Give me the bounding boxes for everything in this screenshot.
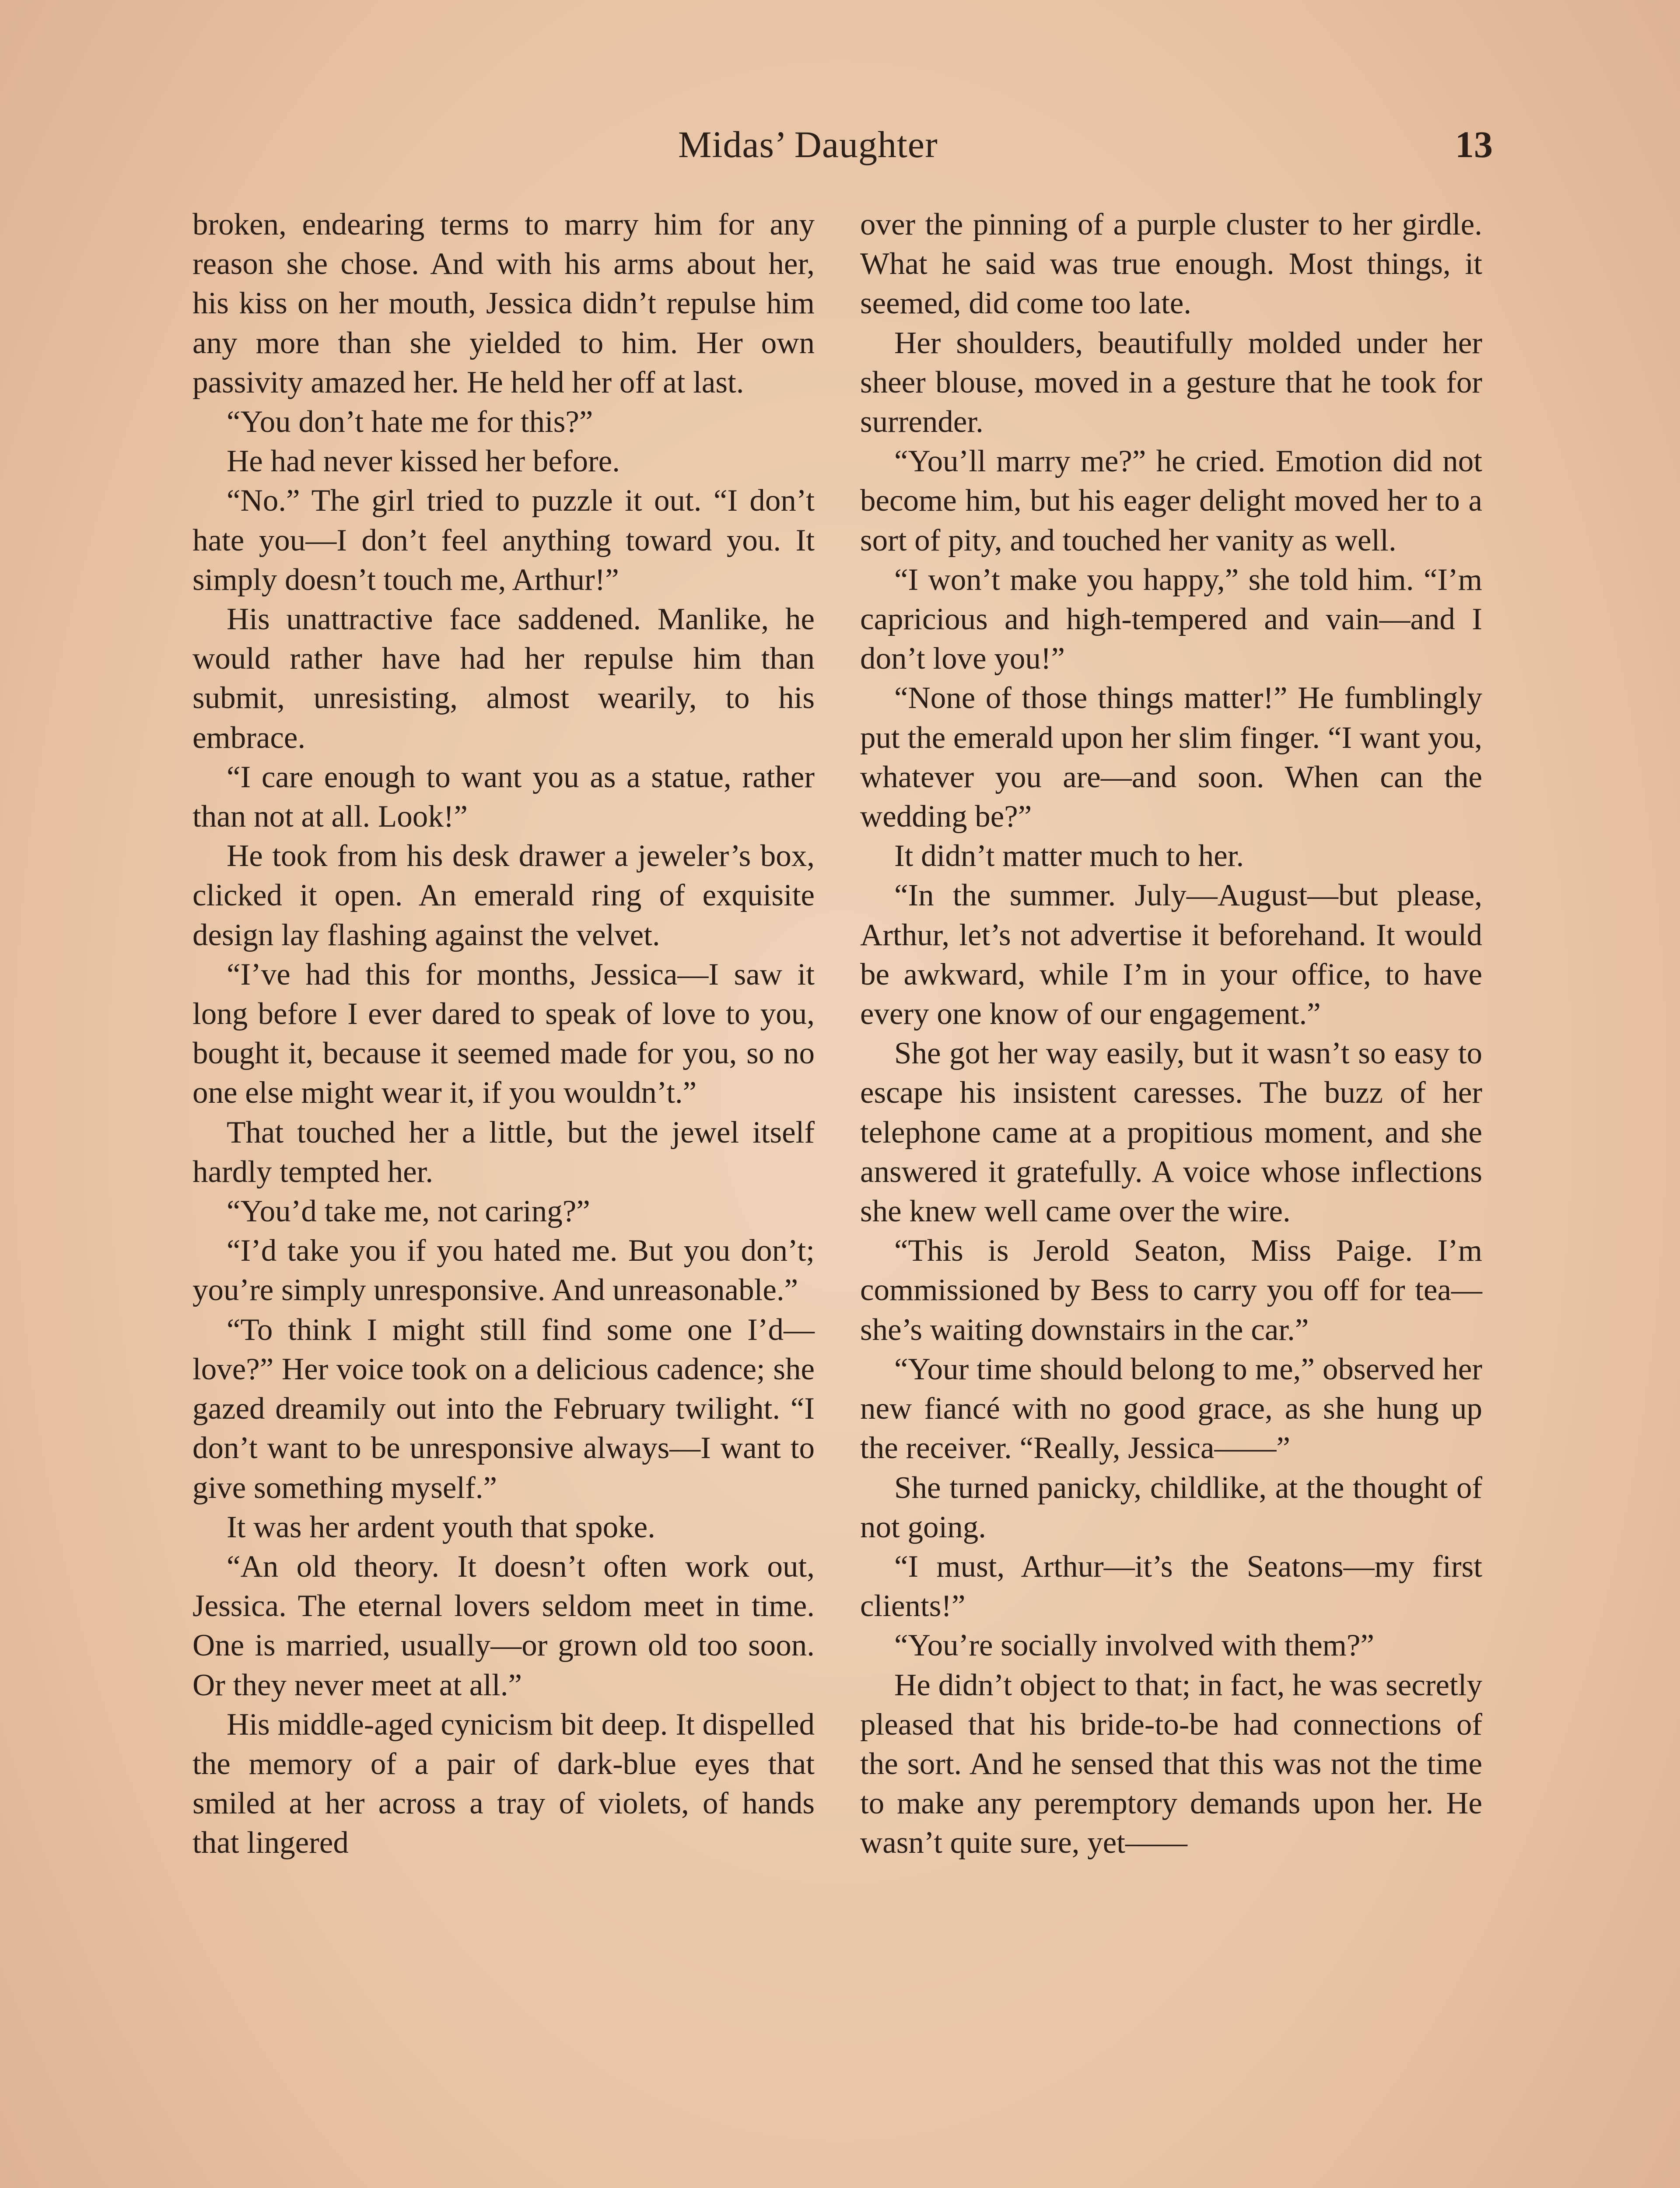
paragraph: It didn’t matter much to her. — [894, 839, 1244, 873]
paragraph: “I must, Arthur—it’s the Seatons—my first clients!” — [860, 1549, 1482, 1623]
paragraph: “You don’t hate me for this?” — [227, 405, 593, 439]
paragraph: “I won’t make you happy,” she told him. “I’m capricious and high-tempered and vain—and I don’t love you!” — [860, 562, 1482, 676]
paragraph: “You’d take me, not caring?” — [227, 1194, 590, 1229]
paragraph: “To think I might still find some one I’d—love?” Her voice took on a delicious cadence; she gazed dreamily out into the February twilight. “I don’t want to be unresponsive always—I want to give something myself.” — [192, 1312, 815, 1505]
right-column — [860, 205, 1482, 1863]
paragraph: That touched her a little, but the jewel itself hardly tempted her. — [192, 1115, 815, 1189]
page-number: 13 — [1455, 123, 1493, 165]
paragraph: broken, endearing terms to marry him for any reason she chose. And with his arms about her, his kiss on her mouth, Jessica didn’t repulse him any more than she yielded to him. Her own passivity amazed her. He held her off at last. — [192, 207, 815, 400]
paragraph: He had never kissed her before. — [227, 444, 620, 479]
paragraph: “I’ve had this for months, Jessica—I saw it long before I ever dared to speak of love to you, bought it, because it seemed made for you, so no one else might wear it, if you wouldn’t.” — [192, 957, 815, 1110]
paragraph: “You’re socially involved with them?” — [894, 1628, 1374, 1663]
paragraph: She got her way easily, but it wasn’t so easy to escape his insistent caresses. The buzz of her telephone came at a propitious moment, and she answered it gratefully. A voice whose inflections she knew well came over the wire. — [860, 1036, 1482, 1229]
left-column — [192, 205, 815, 1863]
paragraph: “I care enough to want you as a statue, rather than not at all. Look!” — [192, 760, 815, 834]
paragraph: It was her ardent youth that spoke. — [227, 1510, 655, 1544]
paragraph: “An old theory. It doesn’t often work out, Jessica. The eternal lovers seldom meet in time. One is married, usually—or grown old too soon. Or they never meet at all.” — [192, 1549, 815, 1702]
paragraph: She turned panicky, childlike, at the thought of not going. — [860, 1470, 1482, 1544]
paragraph: His middle-aged cynicism bit deep. It dispelled the memory of a pair of dark-blue eyes that smiled at her across a tray of violets, of hands that lingered — [192, 1707, 815, 1860]
paragraph: “Your time should belong to me,” observed her new fiancé with no good grace, as she hung up the receiver. “Really, Jessica——” — [860, 1352, 1482, 1466]
paragraph: “This is Jerold Seaton, Miss Paige. I’m commissioned by Bess to carry you off for tea—she’s waiting downstairs in the car.” — [860, 1234, 1482, 1347]
paragraph: over the pinning of a purple cluster to her girdle. What he said was true enough. Most things, it seemed, did come too late. — [860, 207, 1482, 321]
paragraph: He didn’t object to that; in fact, he was secretly pleased that his bride-to-be had connections of the sort. And he sensed that this was not the time to make any peremptory demands upon her. He wasn’t quite sure, yet—— — [860, 1668, 1482, 1860]
running-title: Midas’ Daughter — [678, 123, 938, 165]
paragraph: “In the summer. July—August—but please, Arthur, let’s not advertise it beforehand. It would be awkward, while I’m in your office, to have every one know of our engagement.” — [860, 878, 1482, 1031]
page-header — [0, 123, 1680, 175]
paragraph: “No.” The girl tried to puzzle it out. “I don’t hate you—I don’t feel anything toward you. It simply doesn’t touch me, Arthur!” — [192, 484, 815, 597]
paragraph: Her shoulders, beautifully molded under her sheer blouse, moved in a gesture that he took for surrender. — [860, 326, 1482, 439]
paragraph: “None of those things matter!” He fumblingly put the emerald upon her slim finger. “I want you, whatever you are—and soon. When can the wedding be?” — [860, 681, 1482, 834]
paragraph: “I’d take you if you hated me. But you don’t; you’re simply unresponsive. And unreasonable.” — [192, 1234, 815, 1308]
paragraph: His unattractive face saddened. Manlike, he would rather have had her repulse him than submit, unresisting, almost wearily, to his embrace. — [192, 602, 815, 755]
paragraph: “You’ll marry me?” he cried. Emotion did not become him, but his eager delight moved her to a sort of pity, and touched her vanity as well. — [860, 444, 1482, 558]
paragraph: He took from his desk drawer a jeweler’s box, clicked it open. An emerald ring of exquisite design lay flashing against the velvet. — [192, 839, 815, 952]
